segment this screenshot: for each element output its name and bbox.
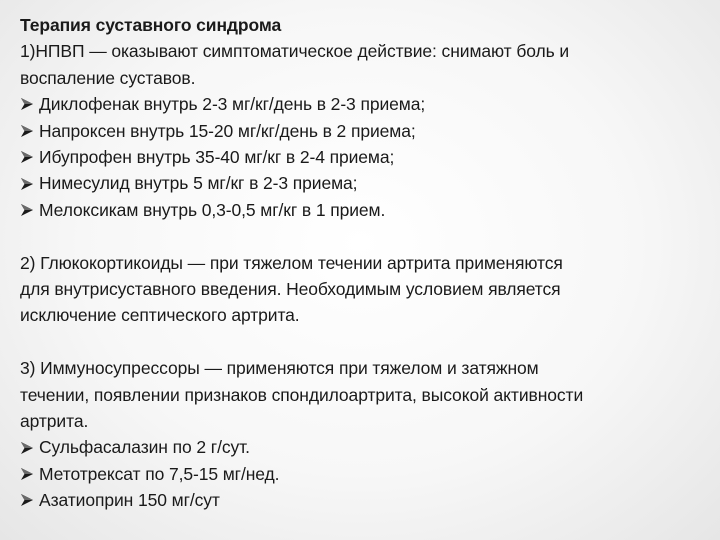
arrowhead-bullet-icon (20, 150, 34, 164)
list-item (20, 118, 700, 144)
arrowhead-bullet-icon (20, 177, 34, 191)
list-item (20, 461, 700, 487)
slide-content (20, 12, 700, 514)
spacer (20, 223, 700, 249)
arrowhead-bullet-icon (20, 441, 34, 455)
list-item-text: Азатиоприн 150 мг/сут (39, 490, 220, 511)
list-item-text: Мелоксикам внутрь 0,3-0,5 мг/кг в 1 прием. (39, 199, 386, 220)
list-item (20, 170, 700, 196)
section3-line: течении, появлении признаков спондилоартрита, высокой активности (20, 384, 584, 405)
slide-title: Терапия суставного синдрома (20, 15, 282, 35)
list-item (20, 197, 700, 223)
list-item (20, 487, 700, 513)
section1-line: 1)НПВП — оказывают симптоматическое действие: снимают боль и (20, 41, 570, 62)
spacer (20, 329, 700, 355)
section2-line: исключение септического артрита. (20, 305, 300, 326)
list-item-text: Метотрексат по 7,5-15 мг/нед. (39, 463, 280, 484)
list-item (20, 91, 700, 117)
section2-line: для внутрисуставного введения. Необходимым условием является (20, 279, 561, 300)
section1-line: воспаление суставов. (20, 67, 196, 88)
list-item-text: Ибупрофен внутрь 35-40 мг/кг в 2-4 приема; (39, 147, 395, 168)
section3-line: артрита. (20, 411, 89, 432)
arrowhead-bullet-icon (20, 203, 34, 217)
list-item-text: Нимесулид внутрь 5 мг/кг в 2-3 приема; (39, 173, 358, 194)
list-item (20, 144, 700, 170)
list-item-text: Напроксен внутрь 15-20 мг/кг/день в 2 приема; (39, 120, 416, 141)
arrowhead-bullet-icon (20, 124, 34, 138)
arrowhead-bullet-icon (20, 493, 34, 507)
list-item (20, 434, 700, 460)
list-item-text: Сульфасалазин по 2 г/сут. (39, 437, 250, 458)
list-item-text: Диклофенак внутрь 2-3 мг/кг/день в 2-3 приема; (39, 94, 426, 115)
arrowhead-bullet-icon (20, 97, 34, 111)
section3-line: 3) Иммуносупрессоры — применяются при тяжелом и затяжном (20, 358, 539, 379)
arrowhead-bullet-icon (20, 467, 34, 481)
section2-line: 2) Глюкокортикоиды — при тяжелом течении артрита применяются (20, 252, 563, 273)
